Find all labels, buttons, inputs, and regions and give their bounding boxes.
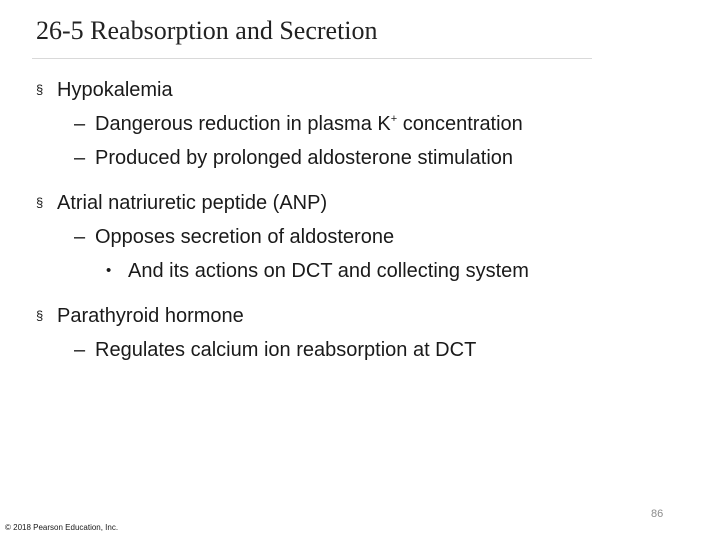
sub-bullet-opposes-aldosterone: [36, 220, 696, 254]
square-bullet-icon: §: [36, 82, 44, 97]
dot-bullet-icon: •: [106, 262, 112, 279]
dash-bullet-icon: –: [74, 226, 86, 248]
potassium-charge-superscript: +: [390, 113, 398, 125]
slide-title: 26-5 Reabsorption and Secretion: [36, 16, 378, 45]
bullet-hypokalemia: [36, 73, 696, 107]
sub-sub-bullet-text: And its actions on DCT and collecting system: [128, 260, 529, 282]
bullet-text: Atrial natriuretic peptide (ANP): [57, 192, 328, 214]
sub-bullet-calcium-reabsorption: [36, 333, 696, 367]
dash-bullet-icon: –: [74, 147, 86, 169]
sub-bullet-text: Regulates calcium ion reabsorption at DCT: [95, 339, 477, 361]
sub-bullet-dangerous-reduction: [36, 107, 696, 141]
bullet-anp: [36, 186, 696, 220]
square-bullet-icon: §: [36, 195, 44, 210]
sub-bullet-aldosterone-stimulation: [36, 141, 696, 175]
sub-bullet-text: Produced by prolonged aldosterone stimulation: [95, 147, 514, 169]
dash-bullet-icon: –: [74, 339, 86, 361]
sub-bullet-text: Opposes secretion of aldosterone: [95, 226, 395, 248]
sub-bullet-text: Dangerous reduction in plasma K+ concentration: [95, 113, 523, 135]
square-bullet-icon: §: [36, 308, 44, 323]
page-number: 86: [651, 508, 664, 520]
sub-sub-bullet-dct-actions: [36, 254, 696, 288]
bullet-text: Parathyroid hormone: [57, 305, 244, 327]
bullet-text: Hypokalemia: [57, 79, 173, 101]
copyright-notice: © 2018 Pearson Education, Inc.: [5, 523, 119, 532]
dash-bullet-icon: –: [74, 113, 86, 135]
bullet-parathyroid-hormone: [36, 299, 696, 333]
slide-body: [36, 73, 696, 367]
title-divider: [32, 58, 592, 59]
